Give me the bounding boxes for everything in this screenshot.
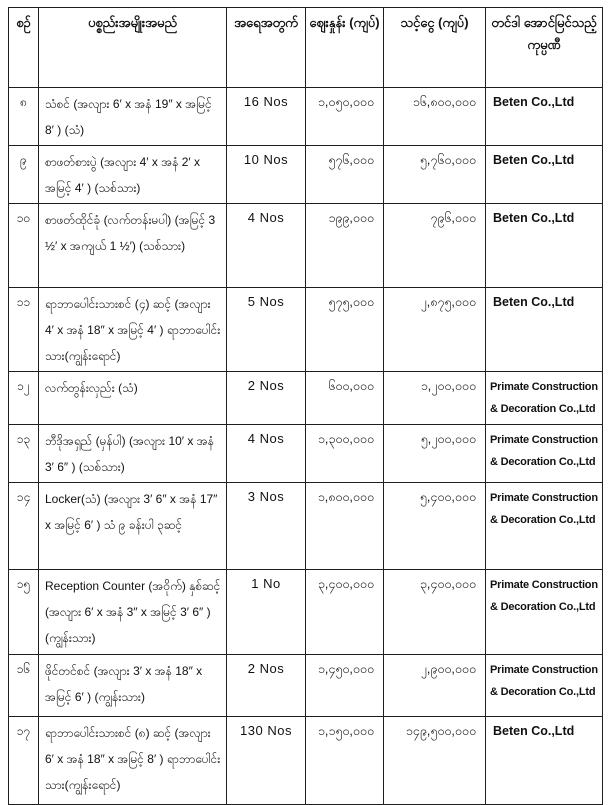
- cell-company: Beten Co.,Ltd: [486, 204, 603, 288]
- header-company: တင်ဒါ အောင်မြင်သည့် ကုမ္ပဏီ: [486, 8, 603, 88]
- cell-quantity: 4 Nos: [227, 204, 306, 288]
- cell-company: Beten Co.,Ltd: [486, 88, 603, 146]
- cell-amount: ၁၄၉,၅၀၀,၀၀၀: [384, 717, 486, 805]
- cell-quantity: 1 No: [227, 570, 306, 655]
- cell-serial: ၁၃: [9, 425, 39, 483]
- cell-amount: ၂,၉၀၀,၀၀၀: [384, 655, 486, 717]
- table-row: [9, 570, 603, 655]
- table-row: [9, 717, 603, 805]
- table-row: [9, 88, 603, 146]
- cell-quantity: 2 Nos: [227, 372, 306, 425]
- cell-item: သံစင် (အလျား 6′ x အနံ 19″ x အမြင့် 8′ ) (သံ): [39, 88, 227, 146]
- cell-company: Primate Construction & Decoration Co.,Ltd: [486, 655, 603, 717]
- header-amount: သင့်ငွေ (ကျပ်): [384, 8, 486, 88]
- cell-serial: ၁၁: [9, 288, 39, 372]
- cell-company: Beten Co.,Ltd: [486, 717, 603, 805]
- table-row: [9, 204, 603, 288]
- cell-price: ၁,၁၅၀,၀၀၀: [306, 717, 384, 805]
- cell-item: လက်တွန်းလှည်း (သံ): [39, 372, 227, 425]
- cell-serial: ၁၇: [9, 717, 39, 805]
- cell-company: Primate Construction & Decoration Co.,Ltd: [486, 425, 603, 483]
- cell-company: Beten Co.,Ltd: [486, 288, 603, 372]
- cell-quantity: 2 Nos: [227, 655, 306, 717]
- cell-quantity: 130 Nos: [227, 717, 306, 805]
- cell-item: Locker(သံ) (အလျား 3′ 6″ x အနံ 17″ x အမြင့် 6′ ) သံ ၉ ခန်းပါ ၃ဆင့်: [39, 483, 227, 570]
- cell-quantity: 5 Nos: [227, 288, 306, 372]
- cell-serial: ၈: [9, 88, 39, 146]
- cell-price: ၁,၃၀၀,၀၀၀: [306, 425, 384, 483]
- cell-item: ဘီဒိုအရှည် (မှန်ပါ) (အလျား 10′ x အနံ 3′ 6″ ) (သစ်သား): [39, 425, 227, 483]
- cell-serial: ၁၅: [9, 570, 39, 655]
- table-row: [9, 288, 603, 372]
- table-row: [9, 372, 603, 425]
- header-price: ဈေးနှုန်း (ကျပ်): [306, 8, 384, 88]
- cell-company: Primate Construction & Decoration Co.,Ltd: [486, 570, 603, 655]
- tender-table: [8, 7, 603, 805]
- cell-price: ၁,၈၀၀,၀၀၀: [306, 483, 384, 570]
- cell-company: Primate Construction & Decoration Co.,Ltd: [486, 372, 603, 425]
- table-header-row: [9, 8, 603, 88]
- cell-serial: ၁၀: [9, 204, 39, 288]
- cell-item: ရာဘာပေါင်းသားစင် (၄) ဆင့် (အလျား 4′ x အနံ 18″ x အမြင့် 4′ ) ရာဘာပေါင်းသား(ကျွန်းရောင်): [39, 288, 227, 372]
- cell-amount: ၃,၄၀၀,၀၀၀: [384, 570, 486, 655]
- header-item: ပစ္စည်းအမျိုးအမည်: [39, 8, 227, 88]
- table-row: [9, 146, 603, 204]
- cell-amount: ၅,၂၀၀,၀၀၀: [384, 425, 486, 483]
- cell-amount: ၁၆,၈၀၀,၀၀၀: [384, 88, 486, 146]
- cell-amount: ၇၉၆,၀၀၀: [384, 204, 486, 288]
- cell-price: ၃,၄၀၀,၀၀၀: [306, 570, 384, 655]
- cell-price: ၁၉၉,၀၀၀: [306, 204, 384, 288]
- header-quantity: အရေအတွက်: [227, 8, 306, 88]
- table-row: [9, 483, 603, 570]
- cell-price: ၅၇၆,၀၀၀: [306, 146, 384, 204]
- cell-price: ၁,၀၅၀,၀၀၀: [306, 88, 384, 146]
- cell-price: ၆၀၀,၀၀၀: [306, 372, 384, 425]
- cell-serial: ၁၆: [9, 655, 39, 717]
- cell-item: စာဖတ်စားပွဲ (အလျား 4′ x အနံ 2′ x အမြင့် 4′ ) (သစ်သား): [39, 146, 227, 204]
- cell-quantity: 3 Nos: [227, 483, 306, 570]
- header-serial: စဉ်: [9, 8, 39, 88]
- table-row: [9, 425, 603, 483]
- cell-item: ရာဘာပေါင်းသားစင် (၈) ဆင့် (အလျား 6′ x အနံ 18″ x အမြင့် 8′ ) ရာဘာပေါင်းသား(ကျွန်းရောင်): [39, 717, 227, 805]
- table-row: [9, 655, 603, 717]
- cell-serial: ၉: [9, 146, 39, 204]
- cell-quantity: 4 Nos: [227, 425, 306, 483]
- cell-item: ဖိုင်တင်စင် (အလျား 3′ x အနံ 18″ x အမြင့် 6′ ) (ကျွန်းသား): [39, 655, 227, 717]
- cell-amount: ၅,၄၀၀,၀၀၀: [384, 483, 486, 570]
- cell-quantity: 16 Nos: [227, 88, 306, 146]
- cell-amount: ၁,၂၀၀,၀၀၀: [384, 372, 486, 425]
- cell-quantity: 10 Nos: [227, 146, 306, 204]
- cell-price: ၁,၄၅၀,၀၀၀: [306, 655, 384, 717]
- cell-serial: ၁၄: [9, 483, 39, 570]
- cell-item: စာဖတ်ထိုင်ခုံ (လက်တန်းမပါ) (အမြင့် 3 ½′ x အကျယ် 1 ½′) (သစ်သား): [39, 204, 227, 288]
- cell-company: Primate Construction & Decoration Co.,Ltd: [486, 483, 603, 570]
- cell-price: ၅၇၅,၀၀၀: [306, 288, 384, 372]
- cell-amount: ၂,၈၇၅,၀၀၀: [384, 288, 486, 372]
- cell-item: Reception Counter (အဝိုက်) နှစ်ဆင့် (အလျား 6′ x အနံ 3″ x အမြင့် 3′ 6″ ) (ကျွန်းသား): [39, 570, 227, 655]
- cell-serial: ၁၂: [9, 372, 39, 425]
- cell-amount: ၅,၇၆၀,၀၀၀: [384, 146, 486, 204]
- cell-company: Beten Co.,Ltd: [486, 146, 603, 204]
